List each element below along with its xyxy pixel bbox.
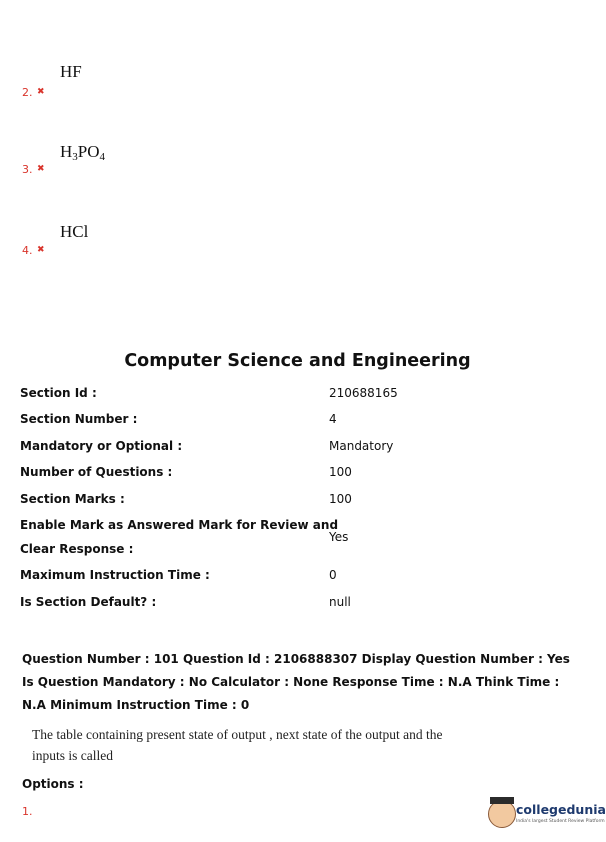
options-label: Options : xyxy=(22,777,84,791)
row-label: Section Number : xyxy=(20,412,138,426)
question-text: The table containing present state of output , next state of the output and the inputs is called xyxy=(32,727,443,763)
option-1-number: 1. xyxy=(22,805,33,818)
row-value: null xyxy=(329,595,351,609)
row-value: Yes xyxy=(329,530,349,544)
logo-brand: collegedunia xyxy=(516,802,606,817)
row-value: 100 xyxy=(329,492,352,506)
wrong-mark-icon: ✖ xyxy=(37,87,45,97)
option-4-number: 4. xyxy=(22,244,33,257)
logo-tagline: India's largest Student Review Platform xyxy=(516,819,605,824)
section-title: Computer Science and Engineering xyxy=(124,351,471,371)
row-value: 100 xyxy=(329,465,352,479)
row-label: Maximum Instruction Time : xyxy=(20,568,210,582)
row-value: 0 xyxy=(329,568,337,582)
wrong-mark-icon: ✖ xyxy=(37,245,45,255)
row-label: Section Marks : xyxy=(20,492,125,506)
mascot-icon xyxy=(488,800,516,828)
row-value: Mandatory xyxy=(329,439,394,453)
row-value: 4 xyxy=(329,412,337,426)
row-label: Is Section Default? : xyxy=(20,595,157,609)
row-value: 210688165 xyxy=(329,386,398,400)
row-label: Section Id : xyxy=(20,386,97,400)
collegedunia-logo xyxy=(488,798,606,832)
row-label: Mandatory or Optional : xyxy=(20,439,183,453)
option-4-text: HCl xyxy=(60,222,89,241)
option-2-number: 2. xyxy=(22,86,33,99)
row-label: Number of Questions : xyxy=(20,465,173,479)
option-2-text: HF xyxy=(60,62,82,81)
wrong-mark-icon: ✖ xyxy=(37,164,45,174)
graduation-cap-icon xyxy=(490,797,514,804)
row-label-continued: Clear Response : xyxy=(20,542,134,556)
question-header: Question Number : 101 Question Id : 2106888307 Display Question Number : Yes Is Question Mandatory : No Calculator : None Response Time : N.A Think Time : N.A Minimum Instruction Time : 0 xyxy=(22,652,570,712)
row-label: Enable Mark as Answered Mark for Review and xyxy=(20,518,339,532)
option-3-number: 3. xyxy=(22,163,33,176)
option-3-text: $H_3PO_4$ xyxy=(60,142,106,163)
